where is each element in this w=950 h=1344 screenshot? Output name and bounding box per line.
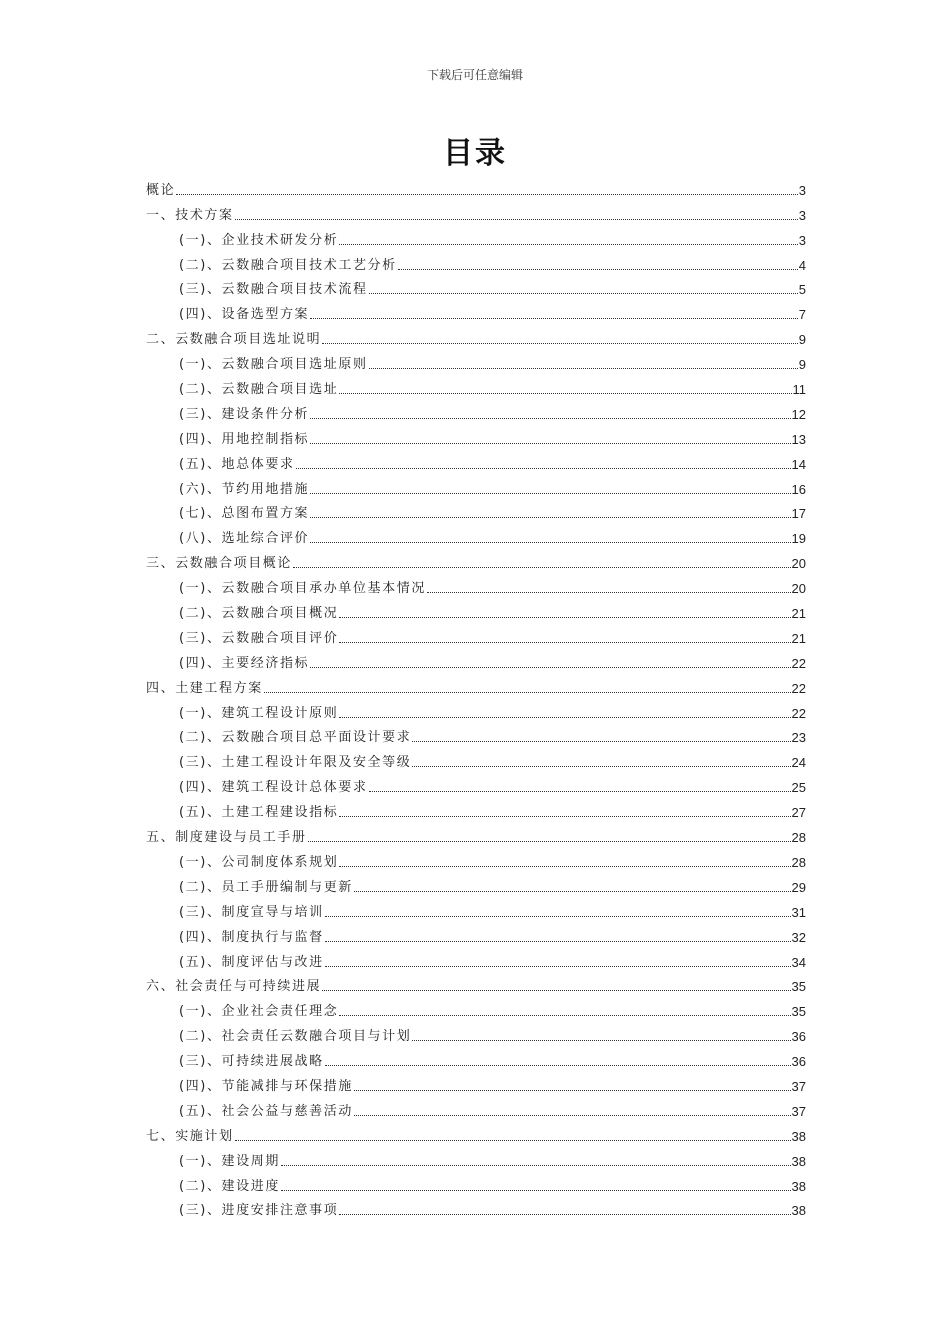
toc-entry[interactable] <box>146 473 806 498</box>
toc-entry-label: (二)、社会责任云数融合项目与计划 <box>179 1029 412 1045</box>
toc-dot-leader <box>412 1040 790 1041</box>
toc-entry-page-number: 13 <box>791 431 806 447</box>
toc-entry-label: (三)、云数融合项目技术流程 <box>179 282 368 298</box>
toc-dot-leader <box>339 244 797 245</box>
toc-entry[interactable] <box>146 1095 806 1120</box>
toc-dot-leader <box>398 269 798 270</box>
page-header: 下载后可任意编辑 <box>426 68 523 82</box>
toc-dot-leader <box>308 841 791 842</box>
toc-dot-leader <box>310 318 798 319</box>
toc-dot-leader <box>354 1115 791 1116</box>
toc-entry[interactable] <box>146 697 806 722</box>
toc-entry[interactable] <box>146 946 806 971</box>
toc-entry[interactable] <box>146 622 806 647</box>
toc-entry-label: 一、技术方案 <box>146 207 234 223</box>
toc-entry-label: (五)、地总体要求 <box>179 456 295 472</box>
toc-entry[interactable] <box>146 522 806 547</box>
toc-entry-page-number: 3 <box>798 182 806 198</box>
toc-dot-leader <box>325 1065 791 1066</box>
toc-entry-label: (四)、建筑工程设计总体要求 <box>179 780 368 796</box>
toc-entry-label: (六)、节约用地措施 <box>179 481 310 497</box>
toc-entry-label: (五)、土建工程建设指标 <box>179 805 339 821</box>
toc-entry[interactable] <box>146 547 806 572</box>
toc-entry-page-number: 14 <box>791 456 806 472</box>
toc-entry-label: 六、社会责任与可持续进展 <box>146 979 322 995</box>
toc-entry[interactable] <box>146 423 806 448</box>
toc-entry-label: (一)、云数融合项目承办单位基本情况 <box>179 581 426 597</box>
toc-dot-leader <box>339 642 790 643</box>
toc-entry[interactable] <box>146 373 806 398</box>
toc-dot-leader <box>339 816 790 817</box>
toc-entry-page-number: 34 <box>791 954 806 970</box>
toc-entry-label: (一)、公司制度体系规划 <box>179 854 339 870</box>
toc-entry[interactable] <box>146 323 806 348</box>
toc-entry-label: (二)、云数融合项目技术工艺分析 <box>179 257 397 273</box>
toc-entry-page-number: 22 <box>791 680 806 696</box>
toc-entry-page-number: 36 <box>791 1054 806 1070</box>
toc-entry-page-number: 20 <box>791 581 806 597</box>
toc-entry-label: (五)、社会公益与慈善活动 <box>179 1103 353 1119</box>
toc-entry[interactable] <box>146 771 806 796</box>
toc-entry-label: (二)、云数融合项目概况 <box>179 606 339 622</box>
toc-entry-page-number: 17 <box>791 506 806 522</box>
toc-entry-page-number: 22 <box>791 655 806 671</box>
toc-dot-leader <box>281 1165 791 1166</box>
toc-entry-page-number: 27 <box>791 805 806 821</box>
toc-dot-leader <box>339 1214 790 1215</box>
toc-entry-label: 二、云数融合项目选址说明 <box>146 332 322 348</box>
toc-dot-leader <box>339 1015 790 1016</box>
toc-dot-leader <box>412 741 790 742</box>
toc-entry-page-number: 7 <box>798 307 806 323</box>
toc-entry-label: (二)、云数融合项目选址 <box>179 382 339 398</box>
toc-entry-page-number: 5 <box>798 282 806 298</box>
toc-entry[interactable] <box>146 1145 806 1170</box>
toc-dot-leader <box>310 542 790 543</box>
toc-entry-page-number: 28 <box>791 854 806 870</box>
toc-entry-page-number: 38 <box>791 1128 806 1144</box>
toc-entry[interactable] <box>146 995 806 1020</box>
toc-entry-page-number: 36 <box>791 1029 806 1045</box>
toc-entry-label: 四、土建工程方案 <box>146 680 263 696</box>
toc-entry-page-number: 32 <box>791 929 806 945</box>
toc-dot-leader <box>310 443 790 444</box>
toc-entry-page-number: 21 <box>791 606 806 622</box>
toc-entry-page-number: 37 <box>791 1103 806 1119</box>
toc-dot-leader <box>369 293 798 294</box>
toc-entry[interactable] <box>146 1195 806 1220</box>
toc-dot-leader <box>310 418 790 419</box>
toc-entry[interactable] <box>146 846 806 871</box>
toc-entry-page-number: 9 <box>798 332 806 348</box>
toc-dot-leader <box>339 617 790 618</box>
toc-dot-leader <box>293 567 791 568</box>
toc-entry[interactable] <box>146 1170 806 1195</box>
toc-dot-leader <box>296 468 791 469</box>
toc-entry-page-number: 12 <box>791 406 806 422</box>
toc-entry-label: (七)、总图布置方案 <box>179 506 310 522</box>
toc-entry-label: (三)、进度安排注意事项 <box>179 1203 339 1219</box>
toc-entry-page-number: 19 <box>791 531 806 547</box>
toc-dot-leader <box>325 916 791 917</box>
toc-dot-leader <box>354 1090 791 1091</box>
toc-entry[interactable] <box>146 796 806 821</box>
toc-entry-page-number: 20 <box>791 556 806 572</box>
toc-entry-page-number: 25 <box>791 780 806 796</box>
toc-entry[interactable] <box>146 1020 806 1045</box>
toc-dot-leader <box>339 393 791 394</box>
toc-dot-leader <box>354 891 791 892</box>
toc-entry[interactable] <box>146 722 806 747</box>
toc-entry[interactable] <box>146 971 806 996</box>
toc-entry-label: (八)、选址综合评价 <box>179 531 310 547</box>
toc-entry-page-number: 9 <box>798 357 806 373</box>
toc-entry-label: (一)、云数融合项目选址原则 <box>179 357 368 373</box>
toc-entry-label: (二)、员工手册编制与更新 <box>179 879 353 895</box>
toc-entry-page-number: 29 <box>791 879 806 895</box>
toc-entry[interactable] <box>146 348 806 373</box>
toc-dot-leader <box>369 368 798 369</box>
toc-entry[interactable] <box>146 1120 806 1145</box>
toc-entry-label: (一)、建筑工程设计原则 <box>179 705 339 721</box>
toc-entry-label: (四)、节能减排与环保措施 <box>179 1078 353 1094</box>
toc-entry[interactable] <box>146 746 806 771</box>
toc-entry[interactable] <box>146 647 806 672</box>
table-of-contents <box>146 174 806 1219</box>
toc-entry-page-number: 24 <box>791 755 806 771</box>
toc-dot-leader <box>264 692 791 693</box>
toc-entry-label: 五、制度建设与员工手册 <box>146 830 307 846</box>
toc-entry-label: (三)、土建工程设计年限及安全等级 <box>179 755 412 771</box>
toc-dot-leader <box>310 667 790 668</box>
toc-entry[interactable] <box>146 298 806 323</box>
toc-entry[interactable] <box>146 871 806 896</box>
toc-entry-page-number: 3 <box>798 232 806 248</box>
toc-entry-label: (四)、用地控制指标 <box>179 431 310 447</box>
toc-entry-label: (三)、云数融合项目评价 <box>179 630 339 646</box>
toc-dot-leader <box>322 343 798 344</box>
toc-dot-leader <box>235 1140 791 1141</box>
toc-entry[interactable] <box>146 896 806 921</box>
toc-dot-leader <box>310 517 790 518</box>
toc-entry[interactable] <box>146 249 806 274</box>
toc-entry-label: (二)、建设进度 <box>179 1178 280 1194</box>
toc-dot-leader <box>369 791 791 792</box>
toc-entry-label: (一)、建设周期 <box>179 1153 280 1169</box>
toc-dot-leader <box>412 766 790 767</box>
toc-entry-page-number: 31 <box>791 904 806 920</box>
toc-entry[interactable] <box>146 821 806 846</box>
toc-entry-page-number: 37 <box>791 1078 806 1094</box>
toc-entry[interactable] <box>146 398 806 423</box>
toc-dot-leader <box>322 990 790 991</box>
toc-dot-leader <box>281 1190 791 1191</box>
toc-entry-page-number: 4 <box>798 257 806 273</box>
toc-entry[interactable] <box>146 597 806 622</box>
toc-entry-label: 三、云数融合项目概论 <box>146 556 293 572</box>
toc-entry-label: (五)、制度评估与改进 <box>179 954 324 970</box>
toc-dot-leader <box>325 941 791 942</box>
toc-entry-label: (四)、主要经济指标 <box>179 655 310 671</box>
toc-entry-label: 概论 <box>146 182 176 198</box>
toc-dot-leader <box>176 194 798 195</box>
toc-entry-page-number: 38 <box>791 1178 806 1194</box>
toc-entry[interactable] <box>146 274 806 299</box>
toc-entry[interactable] <box>146 921 806 946</box>
toc-entry[interactable] <box>146 572 806 597</box>
toc-entry-label: 七、实施计划 <box>146 1128 234 1144</box>
toc-entry-label: (四)、设备选型方案 <box>179 307 310 323</box>
toc-entry[interactable] <box>146 174 806 199</box>
toc-entry[interactable] <box>146 498 806 523</box>
toc-entry[interactable] <box>146 1045 806 1070</box>
toc-entry-label: (一)、企业社会责任理念 <box>179 1004 339 1020</box>
toc-dot-leader <box>325 966 791 967</box>
toc-entry-page-number: 28 <box>791 830 806 846</box>
toc-entry-page-number: 11 <box>792 382 806 398</box>
toc-entry-label: (三)、建设条件分析 <box>179 406 310 422</box>
toc-entry[interactable] <box>146 448 806 473</box>
toc-entry-page-number: 23 <box>791 730 806 746</box>
toc-dot-leader <box>339 866 790 867</box>
toc-dot-leader <box>310 493 790 494</box>
toc-entry-page-number: 22 <box>791 705 806 721</box>
toc-entry-page-number: 38 <box>791 1203 806 1219</box>
toc-entry[interactable] <box>146 672 806 697</box>
toc-dot-leader <box>235 219 798 220</box>
toc-entry-page-number: 16 <box>791 481 806 497</box>
toc-entry-label: (二)、云数融合项目总平面设计要求 <box>179 730 412 746</box>
toc-dot-leader <box>339 717 790 718</box>
toc-entry-label: (一)、企业技术研发分析 <box>179 232 339 248</box>
toc-entry-label: (三)、可持续进展战略 <box>179 1054 324 1070</box>
toc-dot-leader <box>427 592 791 593</box>
toc-entry-page-number: 35 <box>791 1004 806 1020</box>
toc-entry-page-number: 35 <box>791 979 806 995</box>
toc-entry[interactable] <box>146 199 806 224</box>
toc-entry[interactable] <box>146 1070 806 1095</box>
page-title: 目录 <box>443 136 507 171</box>
toc-entry-page-number: 38 <box>791 1153 806 1169</box>
toc-entry[interactable] <box>146 224 806 249</box>
toc-entry-page-number: 21 <box>791 630 806 646</box>
toc-entry-label: (四)、制度执行与监督 <box>179 929 324 945</box>
toc-entry-page-number: 3 <box>798 207 806 223</box>
toc-entry-label: (三)、制度宣导与培训 <box>179 904 324 920</box>
